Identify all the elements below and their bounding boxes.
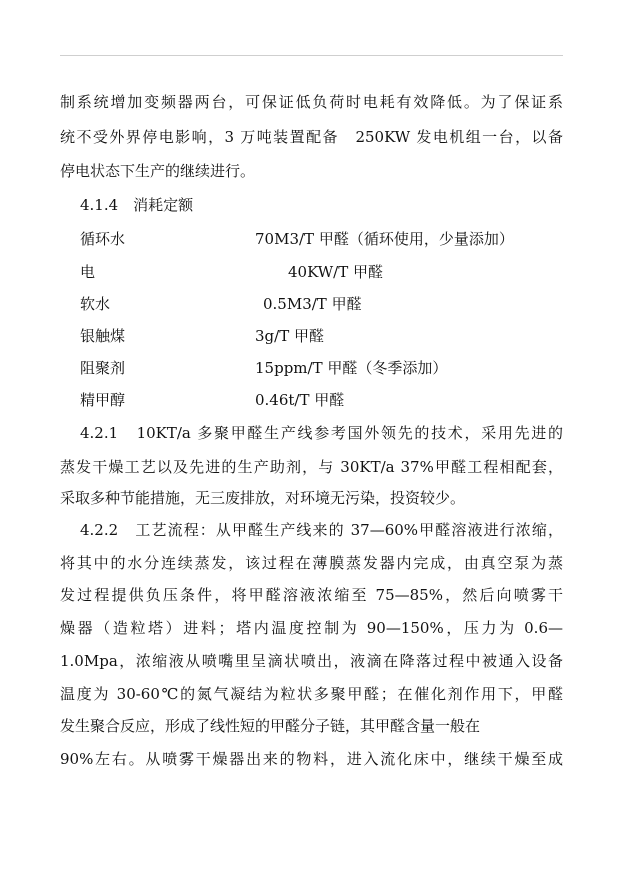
para1-line-3: 停电状态下生产的继续进行。 [60, 162, 256, 180]
para422-line-7: 发生聚合反应，形成了线性短的甲醛分子链，其甲醛含量一般在 [60, 717, 481, 735]
consumption-name: 精甲醇 [80, 391, 126, 409]
consumption-name: 阻聚剂 [80, 359, 126, 377]
para422-line-5: 1.0Mpa，浓缩液从喷嘴里呈滴状喷出，液滴在降落过程中被通入设备 [60, 652, 563, 670]
para422-line-8: 90%左右。从喷雾干燥器出来的物料，进入流化床中，继续干燥至成 [60, 750, 563, 768]
para422-line-3: 发过程提供负压条件，将甲醛溶液浓缩至 75—85%，然后向喷雾干 [60, 586, 563, 604]
para422-line-2: 将其中的水分连续蒸发，该过程在薄膜蒸发器内完成，由真空泵为蒸 [60, 554, 563, 572]
consumption-name: 电 [80, 263, 96, 281]
para1-line-2: 统不受外界停电影响，3 万吨装置配备 250KW 发电机组一台，以备 [60, 128, 563, 146]
para421-line-3: 采取多种节能措施，无三废排放，对环境无污染，投资较少。 [60, 489, 466, 507]
para421-line-2: 蒸发干燥工艺以及先进的生产助剂，与 30KT/a 37%甲醛工程相配套， [60, 458, 563, 476]
para421-line-1: 4.2.1 10KT/a 多聚甲醛生产线参考国外领先的技术，采用先进的 [80, 424, 563, 442]
consumption-name: 循环水 [80, 230, 126, 248]
consumption-name: 软水 [80, 295, 111, 313]
section-4-1-4-heading: 4.1.4 消耗定额 [80, 196, 194, 214]
consumption-value: 0.5M3/T 甲醛 [263, 295, 362, 313]
consumption-name: 银触煤 [80, 327, 126, 345]
consumption-value: 15ppm/T 甲醛（冬季添加） [255, 359, 448, 377]
para422-line-6: 温度为 30-60℃的氮气凝结为粒状多聚甲醛；在催化剂作用下，甲醛 [60, 685, 563, 703]
consumption-value: 3g/T 甲醛 [255, 327, 324, 345]
header-rule [60, 55, 563, 56]
para422-line-4: 燥器（造粒塔）进料；塔内温度控制为 90—150%，压力为 0.6— [60, 619, 563, 637]
consumption-value: 70M3/T 甲醛（循环使用，少量添加） [255, 230, 514, 248]
para422-line-1: 4.2.2 工艺流程：从甲醛生产线来的 37—60%甲醛溶液进行浓缩， [80, 521, 563, 539]
para1-line-1: 制系统增加变频器两台，可保证低负荷时电耗有效降低。为了保证系 [60, 93, 563, 111]
consumption-value: 40KW/T 甲醛 [288, 263, 384, 281]
consumption-value: 0.46t/T 甲醛 [255, 391, 345, 409]
